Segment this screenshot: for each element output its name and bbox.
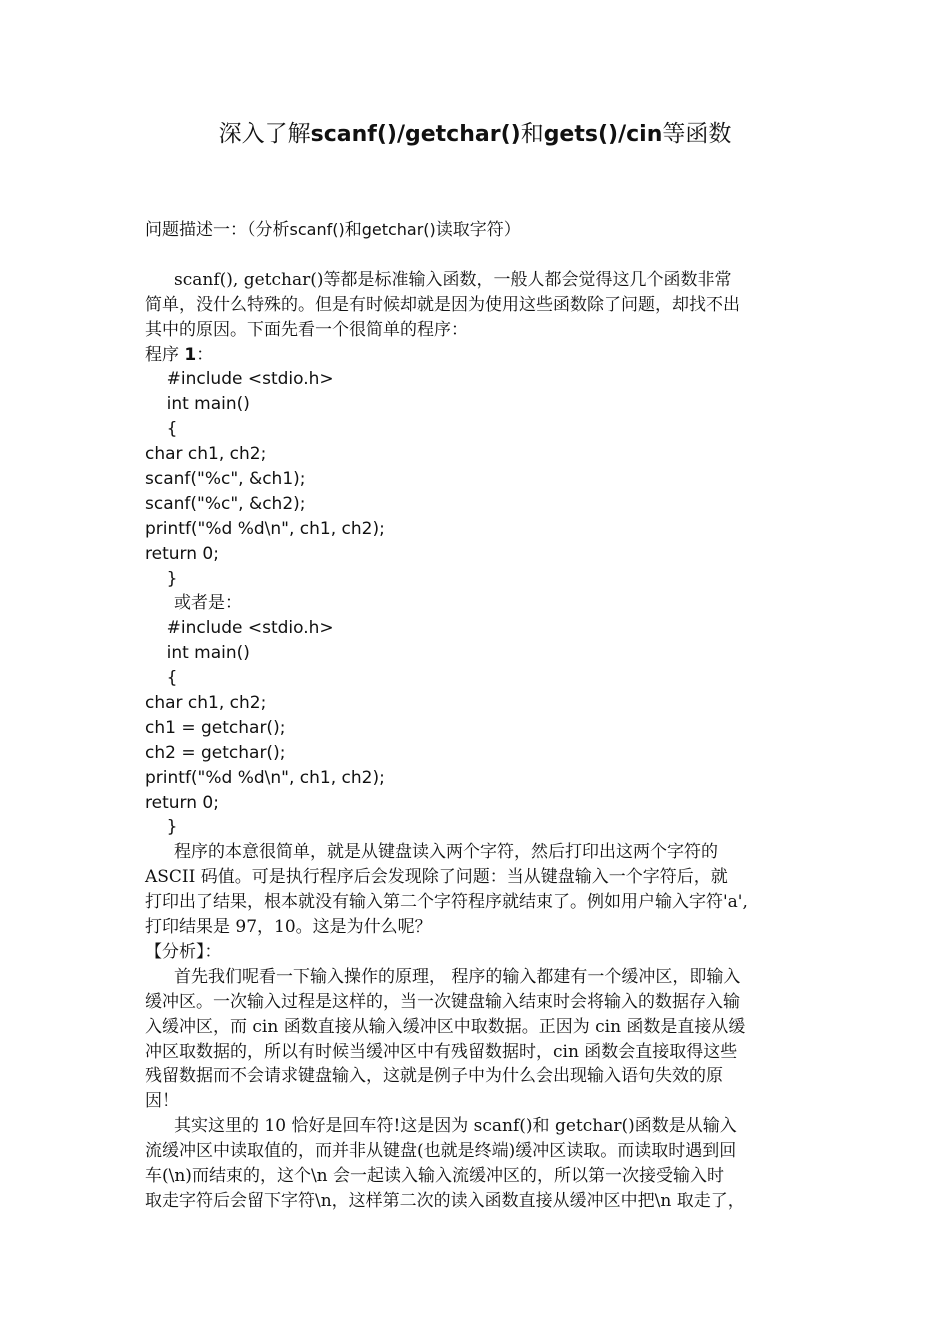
code-line: #include <stdio.h> — [145, 618, 334, 639]
document-body — [145, 218, 815, 1214]
or-label: 或者是： — [174, 593, 242, 614]
code-line: printf("%d %d\n", ch1, ch2); — [145, 518, 385, 539]
para2-line-1: 程序的本意很简单，就是从键盘读入两个字符，然后打印出这两个字符的 — [174, 842, 718, 863]
para3-line-2: 缓冲区。一次输入过程是这样的，当一次键盘输入结束时会将输入的数据存入输 — [145, 991, 740, 1012]
program-label-number: 1 — [184, 344, 197, 365]
heading-mid: 和 — [344, 220, 362, 240]
section-heading — [145, 218, 815, 243]
code-line: scanf("%c", &ch2); — [145, 493, 306, 514]
code-line: #include <stdio.h> — [145, 369, 334, 390]
code-line: { — [145, 668, 178, 689]
spacer — [145, 243, 815, 268]
code-line: scanf("%c", &ch1); — [145, 469, 306, 490]
para3-line-1: 首先我们呢看一下输入操作的原理， 程序的输入都建有一个缓冲区，即输入 — [174, 966, 741, 987]
code-line: } — [145, 817, 178, 838]
para4-line-4: 取走字符后会留下字符\n，这样第二次的读入函数直接从缓冲区中把\n 取走了， — [145, 1190, 745, 1211]
code-line: int main() — [145, 394, 250, 415]
program-label-colon: ： — [196, 344, 214, 365]
para2-line-3: 打印出了结果，根本就没有输入第二个字符程序就结束了。例如用户输入字符'a', — [145, 892, 748, 913]
code-line: return 0; — [145, 543, 219, 564]
program-label — [145, 343, 815, 368]
para3-line-3: 入缓冲区，而 cin 函数直接从输入缓冲区中取数据。正因为 cin 函数是直接从缓 — [145, 1016, 746, 1037]
code-line: return 0; — [145, 792, 219, 813]
para2-line-2: ASCII 码值。可是执行程序后会发现除了问题：当从键盘输入一个字符后，就 — [145, 867, 728, 888]
document-title — [0, 116, 950, 153]
title-part5: 等函数 — [662, 121, 732, 147]
program-label-text: 程序 — [145, 344, 179, 365]
code-block-2 — [145, 616, 815, 840]
intro-line-1: scanf(), getchar()等都是标准输入函数，一般人都会觉得这几个函数非常 — [174, 269, 732, 290]
title-part3: 和 — [520, 121, 544, 147]
para4-line-2: 流缓冲区中读取值的，而并非从键盘(也就是终端)缓冲区读取。而读取时遇到回 — [145, 1141, 737, 1162]
intro-line-3: 其中的原因。下面先看一个很简单的程序： — [145, 319, 468, 340]
title-part4: gets()/cin — [543, 122, 663, 147]
para3-line-5: 残留数据而不会请求键盘输入，这就是例子中为什么会出现输入语句失效的原 — [145, 1066, 723, 1087]
para3-line-4: 冲区取数据的，所以有时候当缓冲区中有残留数据时，cin 函数会直接取得这些 — [145, 1041, 738, 1062]
code-line: { — [145, 419, 178, 440]
code-line: char ch1, ch2; — [145, 693, 267, 714]
code-line: printf("%d %d\n", ch1, ch2); — [145, 767, 385, 788]
heading-func2: getchar() — [361, 220, 436, 239]
code-line: ch1 = getchar(); — [145, 717, 286, 738]
code-line: int main() — [145, 643, 250, 664]
code-line: ch2 = getchar(); — [145, 742, 286, 763]
para4-line-3: 车(\n)而结束的，这个\n 会一起读入输入流缓冲区的，所以第一次接受输入时 — [145, 1165, 725, 1186]
heading-func1: scanf() — [289, 220, 345, 239]
title-part2: scanf()/getchar() — [310, 122, 521, 147]
para4-line-1: 其实这里的 10 恰好是回车符!这是因为 scanf()和 getchar()函数是从输入 — [174, 1116, 737, 1137]
heading-prefix: 问题描述一：（分析 — [145, 220, 290, 240]
heading-suffix: 读取字符） — [435, 220, 521, 240]
code-line: char ch1, ch2; — [145, 444, 267, 465]
intro-line-2: 简单，没什么特殊的。但是有时候却就是因为使用这些函数除了问题，却找不出 — [145, 294, 740, 315]
code-block-1 — [145, 367, 815, 591]
analysis-label: 【分析】： — [145, 941, 222, 962]
code-line: } — [145, 568, 178, 589]
para3-line-6: 因！ — [145, 1091, 179, 1112]
title-part1: 深入了解 — [218, 121, 311, 147]
para2-line-4: 打印结果是 97，10。这是为什么呢？ — [145, 917, 432, 938]
